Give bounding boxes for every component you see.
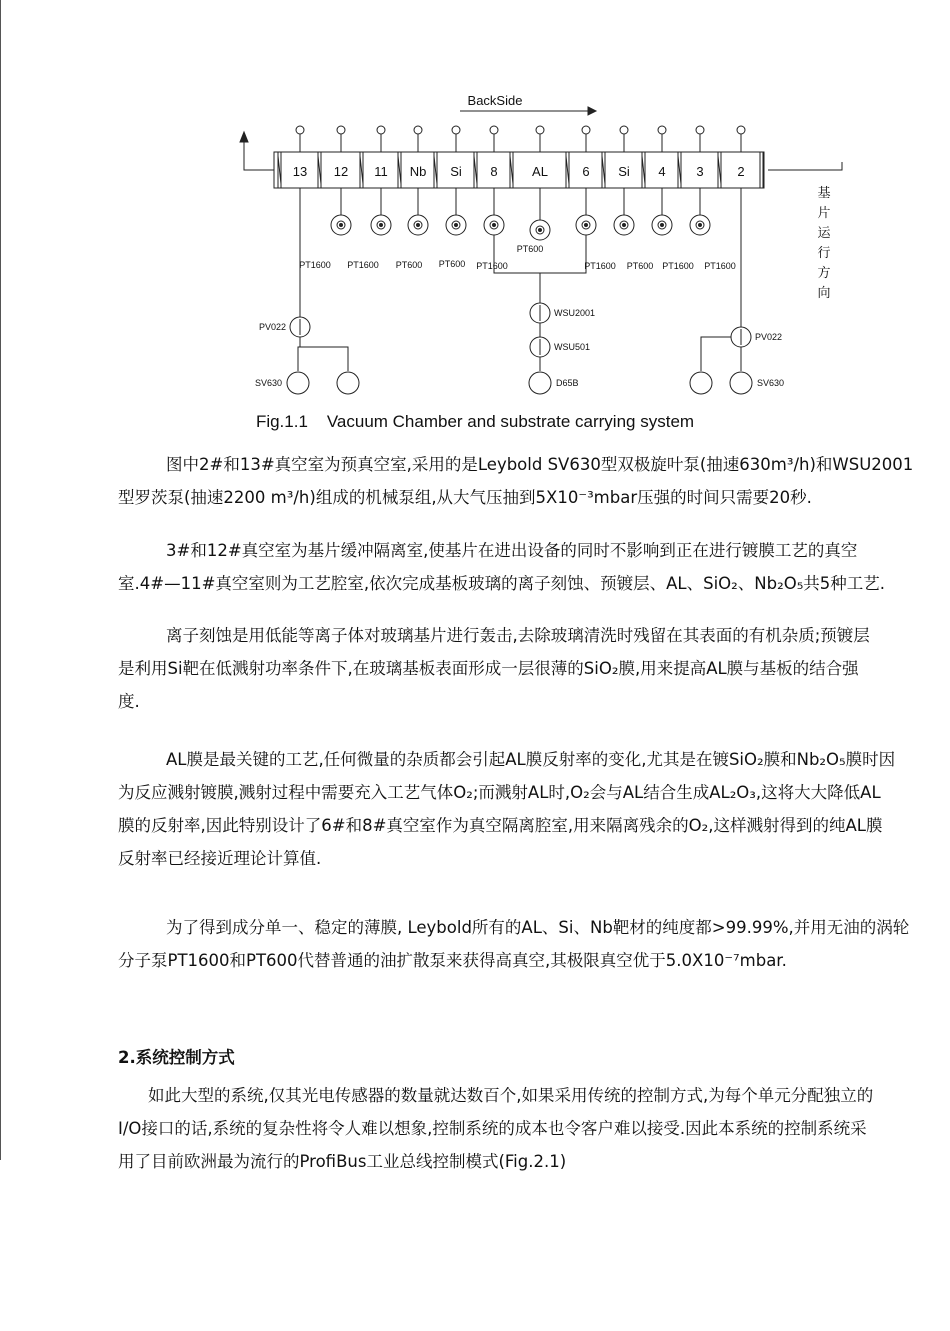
figure-caption bbox=[0, 412, 950, 432]
section-heading: 2.系统控制方式 bbox=[118, 1048, 235, 1067]
d65b-label: D65B bbox=[556, 378, 579, 388]
paragraph-line: 为反应溅射镀膜,溅射过程中需要充入工艺气体O₂;而溅射AL时,O₂会与AL结合生成AL₂O₃,这将大大降低AL bbox=[118, 783, 881, 802]
chamber-label: 2 bbox=[737, 164, 745, 179]
pump-label: PT1600 bbox=[662, 261, 694, 271]
gauge-icon bbox=[452, 126, 460, 134]
gauge-icon bbox=[696, 126, 704, 134]
paragraph-line: 如此大型的系统,仅其光电传感器的数量就达数百个,如果采用传统的控制方式,为每个单元分配独立的 bbox=[148, 1086, 874, 1105]
pv022-left-label: PV022 bbox=[258, 322, 286, 332]
paragraph-line: 膜的反射率,因此特别设计了6#和8#真空室作为真空隔离腔室,用来隔离残余的O₂,这样溅射得到的纯AL膜 bbox=[118, 816, 883, 835]
gauge-icon bbox=[582, 126, 590, 134]
chamber-label: Nb bbox=[409, 164, 427, 179]
gauge-icon bbox=[414, 126, 422, 134]
paragraph-1 bbox=[118, 448, 950, 514]
exit-arrow-line bbox=[244, 140, 274, 170]
direction-char: 片 bbox=[817, 205, 831, 220]
paragraph-line: 图中2#和13#真空室为预真空室,采用的是Leybold SV630型双极旋叶泵(抽速630m³/h)和WSU2001 bbox=[166, 455, 914, 474]
paragraph-line: 是利用Si靶在低溅射功率条件下,在玻璃基板表面形成一层很薄的SiO₂膜,用来提高AL膜与基板的结合强 bbox=[118, 659, 859, 678]
paragraph-line: AL膜是最关键的工艺,任何微量的杂质都会引起AL膜反射率的变化,尤其是在镀SiO₂膜和Nb₂O₅膜时因 bbox=[166, 750, 896, 769]
gauge-icon bbox=[737, 126, 745, 134]
turbo-pump-icon-core bbox=[493, 224, 496, 227]
paragraph-line: 型罗茨泵(抽速2200 m³/h)组成的机械泵组,从大气压抽到5X10⁻³mbar压强的时间只需要20秒. bbox=[118, 488, 812, 507]
rough-line-left-branch bbox=[300, 347, 348, 371]
direction-char: 方 bbox=[817, 265, 831, 280]
caption-text: Vacuum Chamber and substrate carrying system bbox=[326, 412, 695, 431]
turbo-pump-icon-core bbox=[340, 224, 343, 227]
pump-label: PT600 bbox=[626, 261, 654, 271]
pv022-right-label: PV022 bbox=[755, 332, 783, 342]
pump-label: PT1600 bbox=[347, 260, 379, 270]
rotary-pump-icon bbox=[337, 372, 359, 394]
pump-label: PT600 bbox=[516, 244, 544, 254]
rotary-pump-icon bbox=[730, 372, 752, 394]
section-paragraph bbox=[118, 1079, 950, 1178]
rough-line-left-lower bbox=[298, 337, 300, 371]
paragraph-line: 室.4#—11#真空室则为工艺腔室,依次完成基板玻璃的离子刻蚀、预镀层、AL、SiO₂、Nb₂O₅共5种工艺. bbox=[118, 574, 886, 593]
foreline-manifold bbox=[494, 235, 586, 273]
chamber-label: Si bbox=[450, 164, 462, 179]
paragraph-line: I/O接口的话,系统的复杂性将令人难以想象,控制系统的成本也令客户难以接受.因此本系统的控制系统采 bbox=[118, 1119, 867, 1138]
backside-arrowhead bbox=[588, 107, 596, 115]
paragraph-line: 分子泵PT1600和PT600代替普通的油扩散泵来获得高真空,其极限真空优于5.0X10⁻⁷mbar. bbox=[118, 951, 787, 970]
exit-arrowhead bbox=[240, 132, 248, 142]
paragraph-line: 用了目前欧洲最为流行的ProfiBus工业总线控制模式(Fig.2.1) bbox=[118, 1152, 567, 1171]
chamber-label: 6 bbox=[582, 164, 590, 179]
pump-label: PT1600 bbox=[299, 260, 331, 270]
pump-label: PT600 bbox=[395, 260, 423, 270]
chamber-label: 8 bbox=[490, 164, 498, 179]
paragraph-line: 为了得到成分单一、稳定的薄膜, Leybold所有的AL、Si、Nb靶材的纯度都>99.99%,并用无油的涡轮 bbox=[166, 918, 910, 937]
turbo-pump-icon-core bbox=[380, 224, 383, 227]
wsu501-label: WSU501 bbox=[554, 342, 591, 352]
rotary-pump-icon bbox=[690, 372, 712, 394]
gauge-icon bbox=[658, 126, 666, 134]
gauge-icon bbox=[296, 126, 304, 134]
wsu2001-label: WSU2001 bbox=[554, 308, 596, 318]
rough-line-right-branch bbox=[701, 337, 731, 371]
gauge-icon bbox=[620, 126, 628, 134]
turbo-pump-icon-core bbox=[455, 224, 458, 227]
direction-char: 运 bbox=[817, 225, 831, 240]
pump-label: PT1600 bbox=[584, 261, 616, 271]
chamber-label: 12 bbox=[333, 164, 349, 179]
paragraph-line: 度. bbox=[118, 692, 140, 711]
paragraph-line: 离子刻蚀是用低能等离子体对玻璃基片进行轰击,去除玻璃清洗时残留在其表面的有机杂质;预镀层 bbox=[166, 626, 870, 645]
turbo-pump-icon-core bbox=[699, 224, 702, 227]
paragraph-line: 反射率已经接近理论计算值. bbox=[118, 849, 322, 868]
entry-line bbox=[768, 162, 842, 170]
rotary-pump-icon bbox=[287, 372, 309, 394]
backing-pump-icon bbox=[529, 372, 551, 394]
gauge-icon bbox=[536, 126, 544, 134]
paragraph-3 bbox=[118, 619, 950, 718]
chamber-label: 11 bbox=[374, 164, 388, 179]
pump-label: PT1600 bbox=[704, 261, 736, 271]
chamber-label: 4 bbox=[658, 164, 666, 179]
chamber-label: 13 bbox=[292, 164, 308, 179]
turbo-pump-icon-core bbox=[539, 229, 542, 232]
paragraph-5 bbox=[118, 911, 950, 977]
caption-number: Fig.1.1 bbox=[255, 412, 308, 431]
backside-label: BackSide bbox=[467, 93, 523, 108]
chamber-label: Si bbox=[618, 164, 630, 179]
paragraph-4 bbox=[118, 743, 950, 875]
chamber-label: AL bbox=[532, 164, 548, 179]
direction-char: 向 bbox=[817, 285, 831, 300]
turbo-pump-icon-core bbox=[661, 224, 664, 227]
paragraph-2 bbox=[118, 534, 950, 600]
vacuum-chamber-diagram bbox=[230, 85, 850, 405]
pump-label: PT1600 bbox=[476, 261, 508, 271]
sv630-left-label: SV630 bbox=[254, 378, 282, 388]
pump-label: PT600 bbox=[438, 259, 466, 269]
turbo-pump-icon-core bbox=[623, 224, 626, 227]
gauge-icon bbox=[377, 126, 385, 134]
gauge-icon bbox=[490, 126, 498, 134]
chamber-label: 3 bbox=[696, 164, 704, 179]
sv630-right-label: SV630 bbox=[757, 378, 785, 388]
direction-char: 行 bbox=[817, 245, 831, 260]
turbo-pump-icon-core bbox=[585, 224, 588, 227]
gauge-icon bbox=[337, 126, 345, 134]
page-edge-line bbox=[0, 0, 1, 1160]
direction-char: 基 bbox=[817, 185, 831, 200]
turbo-pump-icon-core bbox=[417, 224, 420, 227]
paragraph-line: 3#和12#真空室为基片缓冲隔离室,使基片在进出设备的同时不影响到正在进行镀膜工艺的真空 bbox=[166, 541, 858, 560]
